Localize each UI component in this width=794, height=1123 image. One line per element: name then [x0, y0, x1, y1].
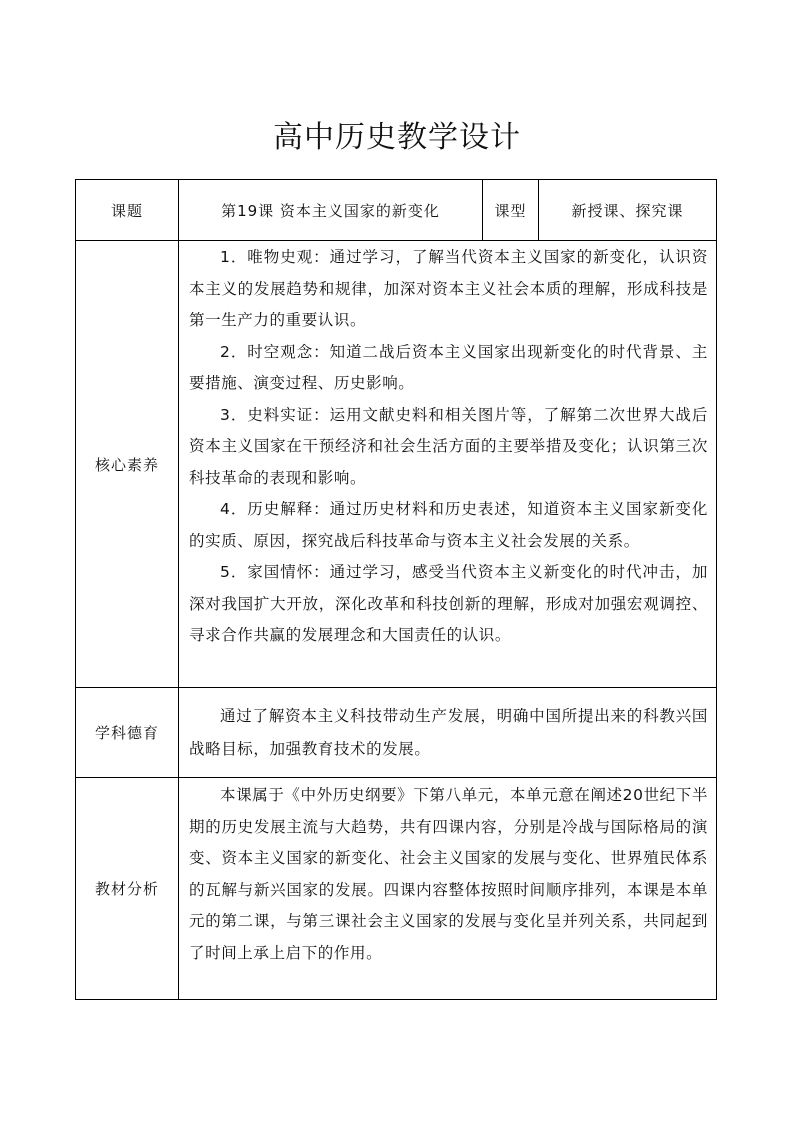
material-analysis-text: 本课属于《中外历史纲要》下第八单元，本单元意在阐述20世纪下半期的历史发展主流与大趋势，共有四课内容，分别是冷战与国际格局的演变、资本主义国家的新变化、社会主义国家的发展与变化、世界殖民体系的瓦解与新兴国家的发展。四课内容整体按照时间顺序排列，本课是本单元的第二课，与第三课社会主义国家的发展与变化呈并列关系，共同起到了时间上承上启下的作用。	[189, 786, 708, 962]
moral-education-row	[76, 688, 717, 778]
material-analysis-row	[76, 778, 717, 1000]
moral-education-label: 学科德育	[76, 688, 179, 778]
core-literacy-content	[179, 241, 717, 688]
core-literacy-item: 2．时空观念：知道二战后资本主义国家出现新变化的时代背景、主要措施、演变过程、历史影响。	[189, 342, 708, 392]
moral-education-text: 通过了解资本主义科技带动生产发展，明确中国所提出来的科教兴国战略目标，加强教育技术的发展。	[189, 707, 708, 758]
core-literacy-row	[76, 241, 717, 688]
page-title: 高中历史教学设计	[273, 120, 521, 156]
material-analysis-label: 教材分析	[76, 778, 179, 1000]
header-row	[76, 180, 717, 241]
moral-education-content	[179, 688, 717, 778]
topic-label: 课题	[76, 180, 179, 241]
material-analysis-content	[179, 778, 717, 1000]
lesson-plan-table	[75, 179, 717, 1000]
topic-value: 第19课 资本主义国家的新变化	[179, 180, 483, 241]
lesson-type-value: 新授课、探究课	[539, 180, 717, 241]
core-literacy-label: 核心素养	[76, 241, 179, 688]
core-literacy-item: 5．家国情怀：通过学习，感受当代资本主义新变化的时代冲击，加深对我国扩大开放，深化改革和科技创新的理解，形成对加强宏观调控、寻求合作共赢的发展理念和大国责任的认识。	[189, 563, 708, 644]
core-literacy-item: 4．历史解释：通过历史材料和历史表述，知道资本主义国家新变化的实质、原因，探究战后科技革命与资本主义社会发展的关系。	[189, 500, 708, 550]
lesson-type-label: 课型	[483, 180, 539, 241]
core-literacy-item: 1．唯物史观：通过学习，了解当代资本主义国家的新变化，认识资本主义的发展趋势和规律，加深对资本主义社会本质的理解，形成科技是第一生产力的重要认识。	[189, 248, 708, 329]
core-literacy-item: 3．史料实证：运用文献史料和相关图片等，了解第二次世界大战后资本主义国家在干预经济和社会生活方面的主要举措及变化；认识第三次科技革命的表现和影响。	[189, 405, 708, 487]
